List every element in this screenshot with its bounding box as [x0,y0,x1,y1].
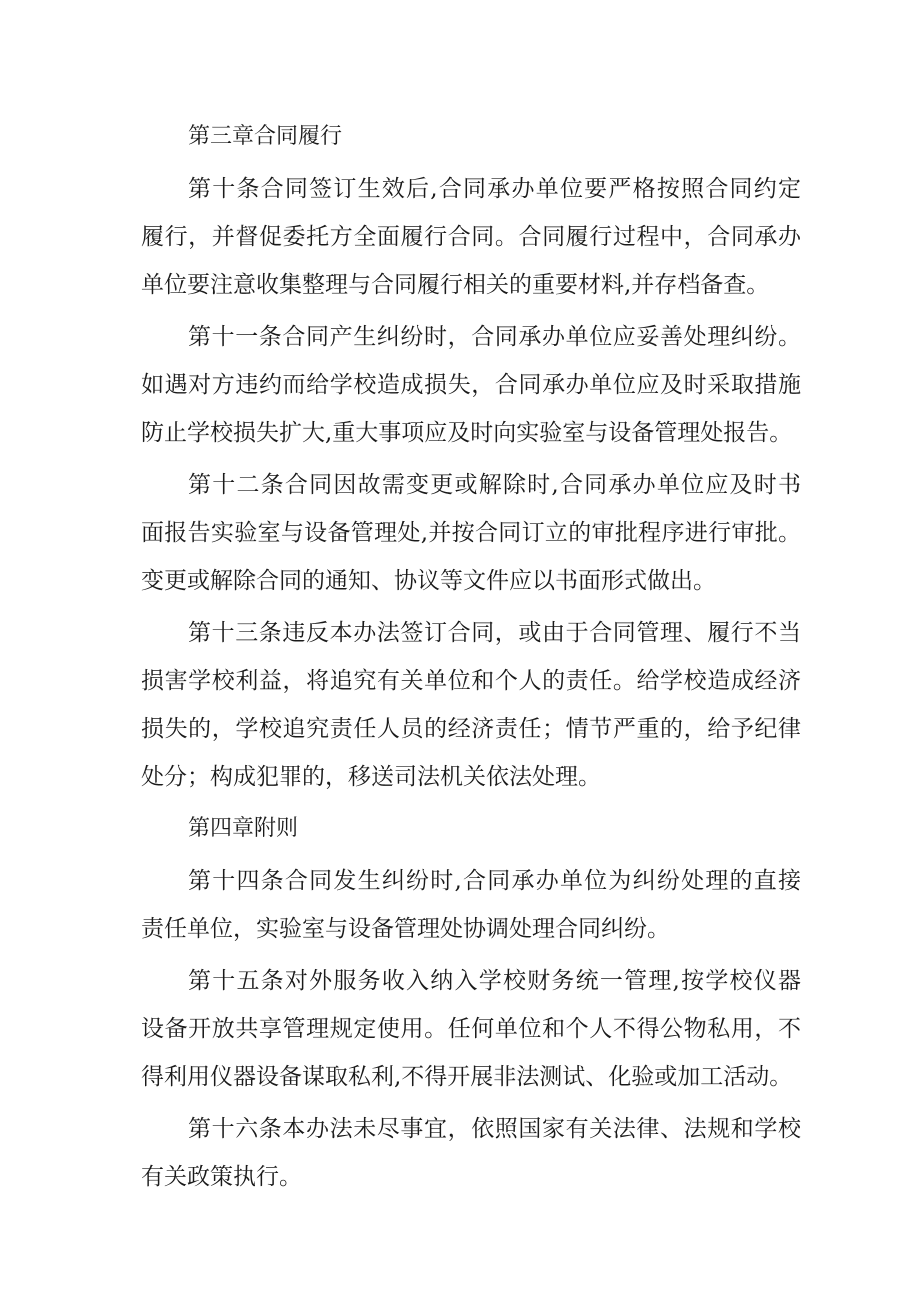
article-14 [141,857,801,953]
article-15 [141,957,801,1101]
article-16-line-1: 第十六条本办法未尽事宜，依照国家有关法律、法规和学校 [188,1116,801,1142]
article-16 [141,1105,801,1201]
article-13-line-3: 损失的，学校追究责任人员的经济责任；情节严重的，给予纪律 [141,716,801,742]
article-14-line-1: 第十四条合同发生纠纷时,合同承办单位为纠纷处理的直接 [188,868,801,894]
article-11 [141,313,801,457]
article-10-line-2: 履行，并督促委托方全面履行合同。合同履行过程中，合同承办 [141,224,801,250]
chapter-3-heading: 第三章合同履行 [188,124,343,149]
article-15-line-2: 设备开放共享管理规定使用。任何单位和个人不得公物私用，不 [141,1016,801,1042]
article-13-line-2: 损害学校利益，将追究有关单位和个人的责任。给学校造成经济 [141,668,801,694]
article-12-line-1: 第十二条合同因故需变更或解除时,合同承办单位应及时书 [188,472,801,498]
article-13 [141,609,801,801]
article-13-line-1: 第十三条违反本办法签订合同，或由于合同管理、履行不当 [188,620,801,646]
article-10-line-1: 第十条合同签订生效后,合同承办单位要严格按照合同约定 [188,176,801,202]
article-12-line-3: 变更或解除合同的通知、协议等文件应以书面形式做出。 [141,568,716,594]
chapter-4-heading: 第四章附则 [188,816,299,841]
article-16-line-2: 有关政策执行。 [141,1164,302,1190]
article-15-line-1: 第十五条对外服务收入纳入学校财务统一管理,按学校仪器 [188,968,801,994]
document-page [141,113,801,1201]
article-14-line-2: 责任单位，实验室与设备管理处协调处理合同纠纷。 [141,916,670,942]
article-11-line-2: 如遇对方违约而给学校造成损失，合同承办单位应及时采取措施 [141,372,801,398]
article-12-line-2: 面报告实验室与设备管理处,并按合同订立的审批程序进行审批。 [141,520,801,546]
article-11-line-1: 第十一条合同产生纠纷时，合同承办单位应妥善处理纠纷。 [188,324,801,350]
article-15-line-3: 得利用仪器设备谋取私利,不得开展非法测试、化验或加工活动。 [141,1064,793,1090]
article-12 [141,461,801,605]
article-11-line-3: 防止学校损失扩大,重大事项应及时向实验室与设备管理处报告。 [141,420,793,446]
article-10-line-3: 单位要注意收集整理与合同履行相关的重要材料,并存档备查。 [141,272,770,298]
article-13-line-4: 处分；构成犯罪的，移送司法机关依法处理。 [141,764,601,790]
article-10 [141,165,801,309]
